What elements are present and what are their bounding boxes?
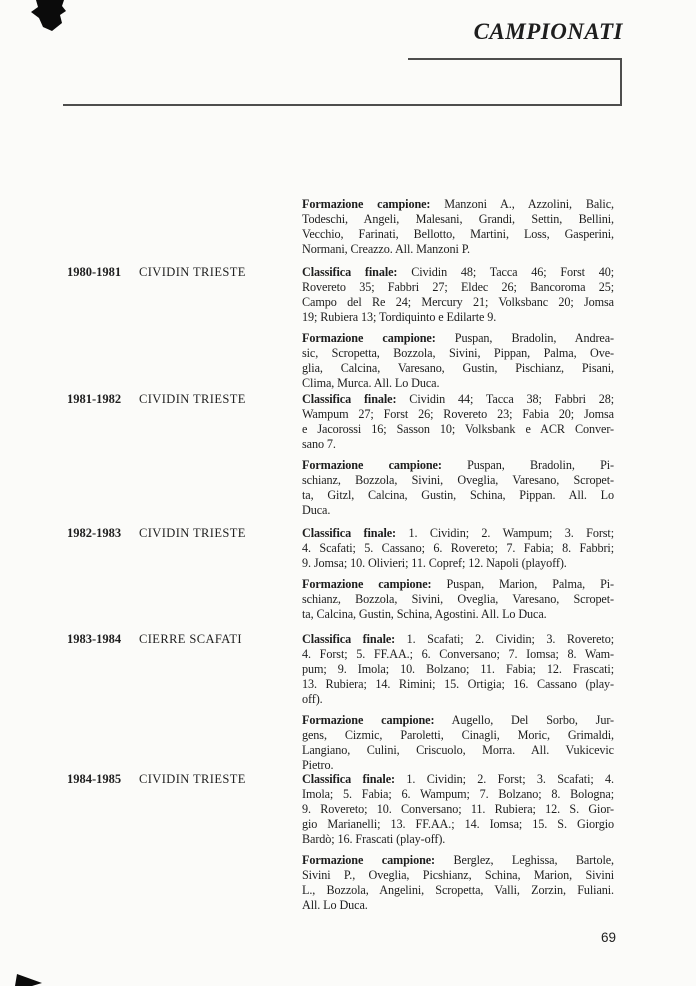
ink-smudge-bottom-left-icon xyxy=(14,972,44,986)
paragraph xyxy=(302,632,614,707)
entry-text xyxy=(302,265,614,391)
season-label: 1980-1981 xyxy=(67,265,122,279)
paragraph-label: Formazione campione: xyxy=(302,853,436,867)
paragraph-label: Formazione campione: xyxy=(302,331,436,345)
text-line: Classifica finale: 1. Scafati; 2. Cividin; 3. Rovereto; xyxy=(302,632,614,646)
text-line: Classifica finale: Cividin 48; Tacca 46; Forst 40; xyxy=(302,265,614,279)
season-label: 1983-1984 xyxy=(67,632,122,646)
paragraph-label: Formazione campione: xyxy=(302,458,442,472)
text-line: gio Marianelli; 13. FF.AA.; 14. Iomsa; 15. S. Giorgio xyxy=(302,817,614,831)
title-underline-rule xyxy=(408,58,622,60)
paragraph xyxy=(302,458,614,518)
text-line: 13. Rubiera; 14. Rimini; 15. Ortigia; 16. Cassano (play- xyxy=(302,677,614,691)
text-line: gens, Cizmic, Paroletti, Cinagli, Moric, Grimaldi, xyxy=(302,728,614,742)
page-title: CAMPIONATI xyxy=(473,19,623,44)
text-line: Normani, Creazzo. All. Manzoni P. xyxy=(302,242,470,256)
entry-text xyxy=(302,392,614,518)
text-line: glia, Calcina, Varesano, Gustin, Pischianz, Pisani, xyxy=(302,361,614,375)
team-name: CIVIDIN TRIESTE xyxy=(139,526,246,540)
entry-text xyxy=(302,197,614,257)
paragraph xyxy=(302,772,614,847)
season-label: 1981-1982 xyxy=(67,392,122,406)
text-line: Formazione campione: Augello, Del Sorbo, Jur- xyxy=(302,713,614,727)
text-line: Formazione campione: Puspan, Marion, Palma, Pi- xyxy=(302,577,614,591)
text-line: e Jacorossi 16; Sasson 10; Volksbank e ACR Conver- xyxy=(302,422,614,436)
team-name: CIVIDIN TRIESTE xyxy=(139,772,246,786)
text-line: off). xyxy=(302,692,323,706)
season-entry xyxy=(0,197,696,257)
text-line: Pietro. xyxy=(302,758,334,772)
text-line: pum; 9. Imola; 10. Bolzano; 11. Fabia; 12. Frascati; xyxy=(302,662,614,676)
text-line: Wampum 27; Forst 26; Rovereto 23; Fabia 20; Jomsa xyxy=(302,407,614,421)
paragraph xyxy=(302,392,614,452)
text-line: Formazione campione: Manzoni A., Azzolini, Balic, xyxy=(302,197,614,211)
text-line: ta, Gitzl, Calcina, Gustin, Schina, Pippan. All. Lo xyxy=(302,488,614,502)
season-entry xyxy=(0,392,696,518)
header-horizontal-rule xyxy=(63,104,622,106)
text-line: Classifica finale: Cividin 44; Tacca 38; Fabbri 28; xyxy=(302,392,614,406)
team-name: CIERRE SCAFATI xyxy=(139,632,242,646)
paragraph-label: Formazione campione: xyxy=(302,713,435,727)
paragraph-label: Classifica finale: xyxy=(302,392,397,406)
paragraph-label: Classifica finale: xyxy=(302,526,397,540)
text-line: Formazione campione: Berglez, Leghissa, Bartole, xyxy=(302,853,614,867)
text-line: Imola; 5. Fabia; 6. Wampum; 7. Bolzano; 8. Bologna; xyxy=(302,787,614,801)
paragraph-label: Classifica finale: xyxy=(302,632,396,646)
season-entry xyxy=(0,772,696,913)
text-line: Classifica finale: 1. Cividin; 2. Wampum; 3. Forst; xyxy=(302,526,614,540)
text-line: schianz, Bozzola, Sivini, Oveglia, Varesano, Scropet- xyxy=(302,473,614,487)
text-line: All. Lo Duca. xyxy=(302,898,368,912)
entry-text xyxy=(302,526,614,622)
text-line: Campo del Re 24; Mercury 21; Volksbanc 20; Jomsa xyxy=(302,295,614,309)
text-line: Formazione campione: Puspan, Bradolin, Pi- xyxy=(302,458,614,472)
paragraph xyxy=(302,577,614,622)
paragraph xyxy=(302,265,614,325)
paragraph-label: Formazione campione: xyxy=(302,197,431,211)
text-line: sic, Scropetta, Bozzola, Sivini, Pippan, Palma, Ove- xyxy=(302,346,614,360)
team-name: CIVIDIN TRIESTE xyxy=(139,265,246,279)
text-line: Todeschi, Angeli, Malesani, Grandi, Settin, Bellini, xyxy=(302,212,614,226)
entry-text xyxy=(302,772,614,913)
text-line: 4. Forst; 5. FF.AA.; 6. Conversano; 7. Iomsa; 8. Wam- xyxy=(302,647,614,661)
text-line: 9. Rovereto; 10. Conversano; 11. Rubiera; 12. S. Gior- xyxy=(302,802,614,816)
text-line: Bardò; 16. Frascati (play-off). xyxy=(302,832,446,846)
paragraph xyxy=(302,331,614,391)
header-vertical-rule xyxy=(620,58,622,106)
ink-smudge-top-left-icon xyxy=(30,0,68,34)
paragraph xyxy=(302,197,614,257)
entry-text xyxy=(302,632,614,773)
text-line: ta, Calcina, Gustin, Schina, Agostini. All. Lo Duca. xyxy=(302,607,547,621)
text-line: Classifica finale: 1. Cividin; 2. Forst; 3. Scafati; 4. xyxy=(302,772,614,786)
paragraph-label: Formazione campione: xyxy=(302,577,432,591)
text-line: Sivini P., Oveglia, Picshianz, Schina, Marion, Sivini xyxy=(302,868,614,882)
text-line: Duca. xyxy=(302,503,331,517)
text-line: schianz, Bozzola, Sivini, Oveglia, Varesano, Scropet- xyxy=(302,592,614,606)
season-entry xyxy=(0,632,696,773)
paragraph xyxy=(302,853,614,913)
text-line: Rovereto 35; Fabbri 27; Eldec 26; Bancoroma 25; xyxy=(302,280,614,294)
paragraph xyxy=(302,526,614,571)
season-label: 1984-1985 xyxy=(67,772,122,786)
paragraph-label: Classifica finale: xyxy=(302,265,398,279)
text-line: Langiano, Culini, Criscuolo, Morra. All. Vukicevic xyxy=(302,743,614,757)
paragraph xyxy=(302,713,614,773)
paragraph-label: Classifica finale: xyxy=(302,772,395,786)
text-line: 9. Jomsa; 10. Olivieri; 11. Copref; 12. Napoli (playoff). xyxy=(302,556,567,570)
text-line: Vecchio, Farinati, Bellotto, Martini, Loss, Gasperini, xyxy=(302,227,614,241)
season-entry xyxy=(0,265,696,391)
season-label: 1982-1983 xyxy=(67,526,122,540)
text-line: sano 7. xyxy=(302,437,336,451)
text-line: Clima, Murca. All. Lo Duca. xyxy=(302,376,440,390)
text-line: L., Bozzola, Angelini, Scropetta, Valli, Zorzin, Fuliani. xyxy=(302,883,614,897)
team-name: CIVIDIN TRIESTE xyxy=(139,392,246,406)
season-entry xyxy=(0,526,696,622)
text-line: Formazione campione: Puspan, Bradolin, Andrea- xyxy=(302,331,614,345)
text-line: 4. Scafati; 5. Cassano; 6. Rovereto; 7. Fabia; 8. Fabbri; xyxy=(302,541,614,555)
text-line: 19; Rubiera 13; Tordiquinto e Edilarte 9. xyxy=(302,310,497,324)
page-number: 69 xyxy=(601,930,617,945)
